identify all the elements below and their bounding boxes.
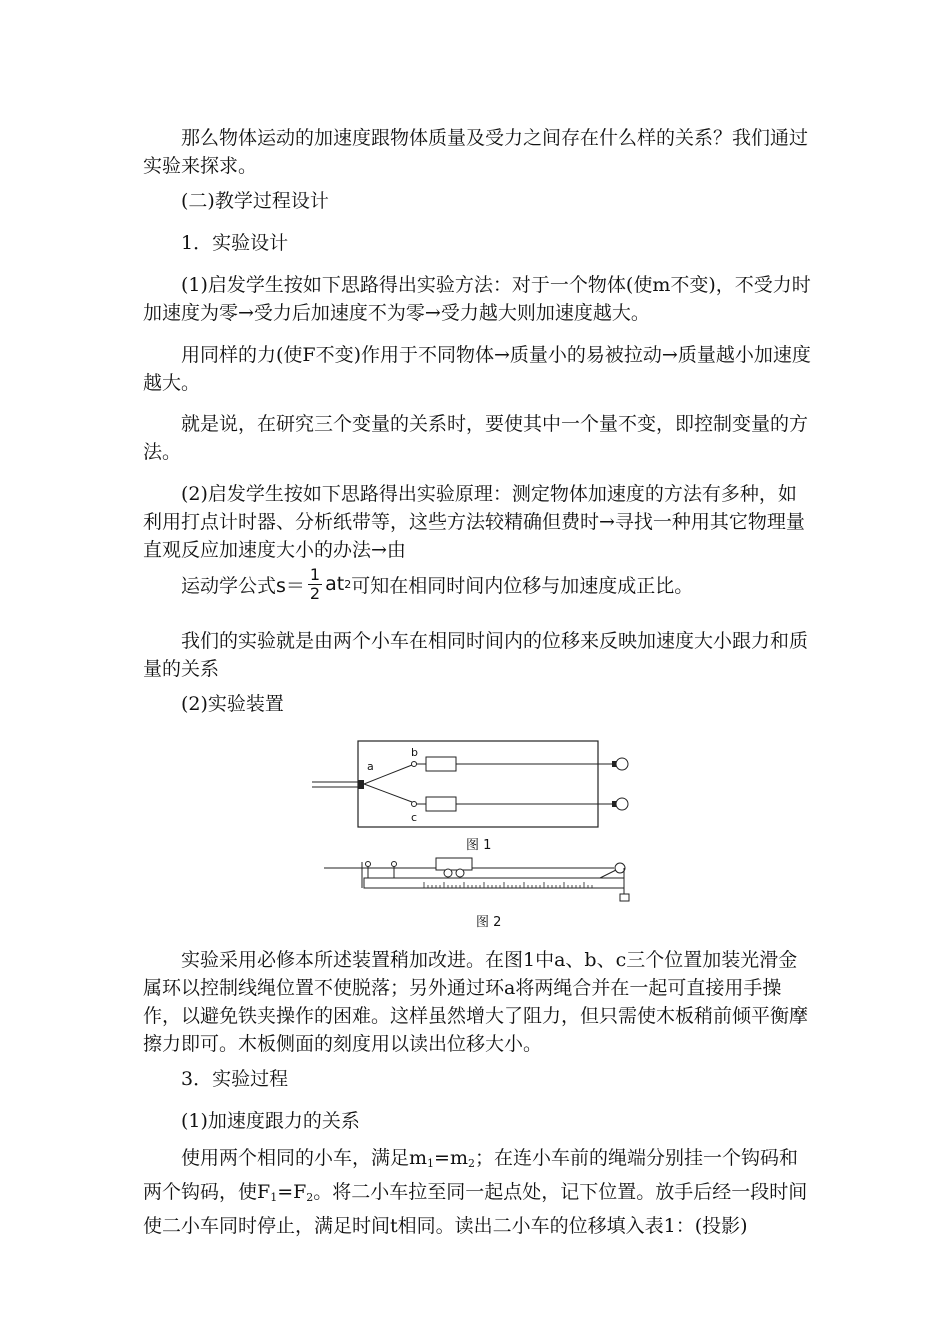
figure-1-caption: 图 1 (466, 838, 492, 853)
formula-suffix: 可知在相同时间内位移与加速度成正比。 (351, 574, 694, 597)
figure-1-ring-c (412, 802, 417, 807)
formula-fraction (308, 566, 322, 603)
subscript-f2: 2 (306, 1191, 314, 1204)
figure-1-cart-top (426, 757, 456, 771)
figure-1-diagram (312, 738, 644, 830)
paragraph-force-procedure (143, 1144, 811, 1240)
figure-2-hook-weight (620, 894, 629, 901)
text-segment: 。将二小车拉至同一起点处，记下位置。放手后经一段时间使二小车同时停止，满足时间t相同。读出二小车的位移填入表1：(投影) (143, 1181, 808, 1237)
paragraph-intro: 那么物体运动的加速度跟物体质量及受力之间存在什么样的关系？我们通过实验来探求。 (143, 127, 809, 177)
figure-1-ring-b (412, 762, 417, 767)
figure-1-ring-a (358, 780, 364, 789)
figure-2-ring-b (392, 862, 397, 867)
formula-denominator: 2 (309, 583, 321, 603)
figure-2-wheel-left (444, 869, 452, 877)
paragraph-experiment-purpose: 我们的实验就是由两个小车在相同时间内的位移来反映加速度大小跟力和质量的关系 (143, 630, 809, 680)
section-heading-design: 1．实验设计 (181, 232, 289, 254)
section-heading-force-relation: (1)加速度跟力的关系 (181, 1110, 360, 1132)
section-heading-process: (二)教学过程设计 (181, 190, 329, 212)
figure-1-board (358, 741, 598, 827)
figure-1-pulley-bottom (616, 798, 628, 810)
text-segment: =m (434, 1147, 468, 1169)
text-segment: =F (277, 1181, 307, 1203)
figure-2-caption: 图 2 (476, 915, 502, 930)
formula-numerator: 1 (309, 564, 321, 584)
figure-1-label-b: b (411, 746, 418, 759)
paragraph-principle: (2)启发学生按如下思路得出实验原理：测定物体加速度的方法有多种，如利用打点计时器、分析纸带等，这些方法较精确但费时→寻找一种用其它物理量直观反应加速度大小的办法→由 (143, 483, 805, 561)
figure-1-pulley-top (616, 758, 628, 770)
figure-1-label-c: c (411, 811, 418, 824)
section-heading-procedure: 3．实验过程 (181, 1068, 289, 1090)
figure-1-cart-bottom (426, 797, 456, 811)
formula-exponent: 2 (344, 577, 352, 591)
figure-2-cart-body (436, 858, 472, 870)
figure-1-label-a: a (367, 760, 374, 773)
formula-term: at (325, 573, 345, 595)
section-heading-apparatus: (2)实验装置 (181, 693, 284, 715)
paragraph-control-variable: 就是说，在研究三个变量的关系时，要使其中一个量不变，即控制变量的方法。 (143, 413, 809, 463)
subscript-m1: 1 (427, 1157, 435, 1170)
formula-prefix: 运动学公式s＝ (181, 574, 305, 597)
text-segment: ；在连小车前的绳端分别挂一个钩码和两个钩码，使F (143, 1147, 798, 1203)
figure-2-wheel-right (456, 869, 464, 877)
paragraph-apparatus-description: 实验采用必修本所述装置稍加改进。在图1中a、b、c三个位置加装光滑金属环以控制线绳位置不使脱落；另外通过环a将两绳合并在一起可直接用手操作，以避免铁夹操作的困难。这样虽然增大了阻力，但只需使木板稍前倾平衡摩擦力即可。木板侧面的刻度用以读出位移大小。 (143, 949, 809, 1055)
paragraph-method: (1)启发学生按如下思路得出实验方法：对于一个物体(使m不变)，不受力时加速度为零→受力后加速度不为零→受力越大则加速度越大。 (143, 274, 811, 324)
kinematics-formula (181, 562, 693, 606)
figure-2-board (364, 878, 624, 888)
figure-1-string-to-c (364, 784, 412, 802)
figure-2-ring-a (366, 862, 371, 867)
subscript-f1: 1 (270, 1191, 278, 1204)
figure-2-diagram (324, 852, 650, 904)
subscript-m2: 2 (467, 1157, 475, 1170)
paragraph-same-force: 用同样的力(使F不变)作用于不同物体→质量小的易被拉动→质量越小加速度越大。 (143, 344, 811, 394)
text-segment: 使用两个相同的小车，满足m (181, 1147, 428, 1169)
